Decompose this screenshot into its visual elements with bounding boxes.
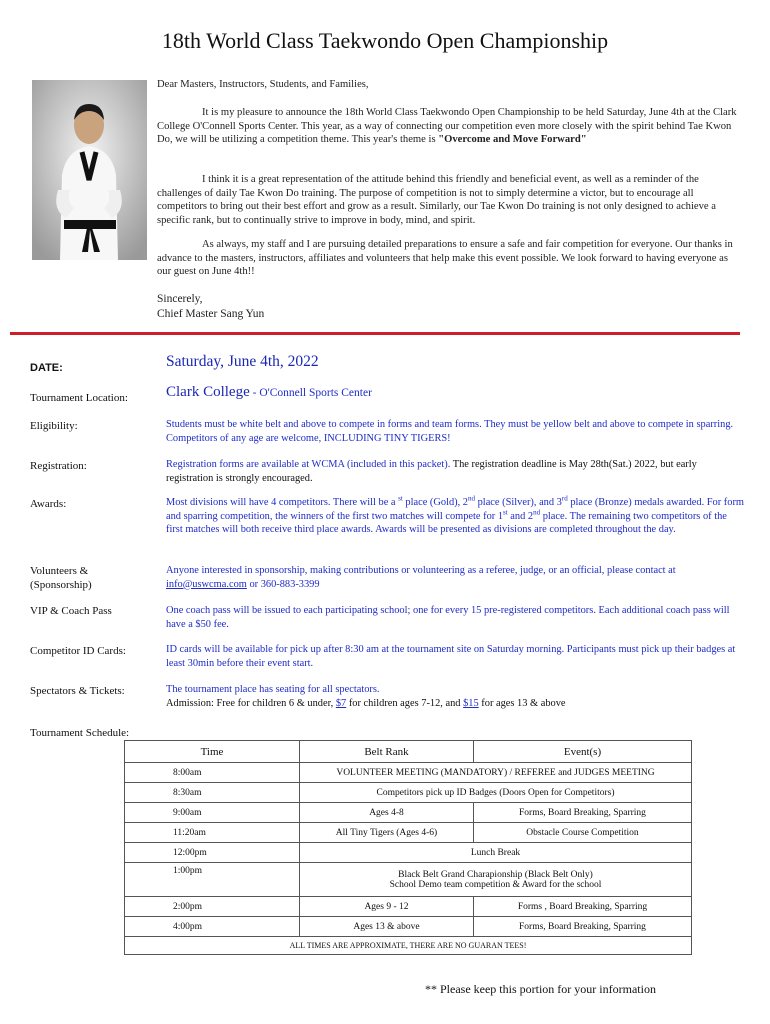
registration-value: Registration forms are available at WCMA (included in this packet). The registration deadline is May 28th(Sat.) 2022, but early registration is strongly encouraged. (166, 459, 697, 484)
schedule-event: Forms, Board Breaking, Sparring (473, 917, 691, 937)
letter-paragraph-3: As always, my staff and I are pursuing detailed preparations to ensure a safe and fair competition for everyone. Our thanks in advance to the masters, instructors, affiliates and volunteers that help make this event possible. We look forward to having everyone as our guest on June 4th!! (157, 239, 733, 277)
location-label: Tournament Location: (30, 392, 128, 404)
schedule-header-events: Event(s) (473, 741, 691, 763)
letter-closing: Sincerely, (157, 293, 203, 305)
table-row (125, 823, 692, 843)
schedule-event: Lunch Break (300, 843, 692, 863)
table-row (125, 897, 692, 917)
letter-signature: Chief Master Sang Yun (157, 308, 265, 320)
table-row (125, 783, 692, 803)
schedule-time: 12:00pm (125, 843, 300, 863)
schedule-event: Forms , Board Breaking, Sparring (473, 897, 691, 917)
schedule-time: 11:20am (125, 823, 300, 843)
schedule-event: Competitors pick up ID Badges (Doors Open for Competitors) (300, 783, 692, 803)
schedule-time: 8:00am (125, 763, 300, 783)
page-title: 18th World Class Taekwondo Open Championship (161, 28, 609, 53)
letter-greeting: Dear Masters, Instructors, Students, and Families, (157, 79, 369, 90)
date-label: DATE: (30, 362, 63, 374)
schedule-event: Black Belt Grand Charapionship (Black Belt Only) School Demo team competition & Award for the school (300, 863, 692, 897)
table-row (125, 803, 692, 823)
volunteers-label: Volunteers & (Sponsorship) (30, 565, 92, 591)
table-row (125, 863, 692, 897)
schedule-time: 1:00pm (125, 863, 300, 897)
id-cards-value: ID cards will be available for pick up after 8:30 am at the tournament site on Saturday morning. Participants must pick up their badges at least 30min before their event start. (166, 644, 736, 669)
schedule-label: Tournament Schedule: (30, 727, 130, 739)
location-value: Clark College - O'Connell Sports Center (166, 384, 372, 400)
section-divider (10, 332, 740, 335)
table-row (125, 763, 692, 783)
schedule-event: VOLUNTEER MEETING (MANDATORY) / REFEREE and JUDGES MEETING (300, 763, 692, 783)
eligibility-label: Eligibility: (30, 420, 78, 432)
table-row (125, 917, 692, 937)
letter-paragraph-1: It is my pleasure to announce the 18th World Class Taekwondo Open Championship to be held Saturday, June 4th at the Clark College O'Connell Sports Center. This year, as a way of connecting our competition even more closely with the spirit behind Tae Kwon Do, we will be utilizing a competition theme. This year's theme is "Overcome and Move Forward" (157, 107, 737, 145)
contact-email-link[interactable]: info@uswcma.com (166, 578, 247, 590)
schedule-time: 9:00am (125, 803, 300, 823)
schedule-header-time: Time (125, 741, 300, 763)
schedule-note-row (125, 937, 692, 955)
schedule-time: 8:30am (125, 783, 300, 803)
schedule-belt-rank: Ages 13 & above (300, 917, 474, 937)
schedule-table (124, 740, 692, 955)
footer-note: ** Please keep this portion for your information (425, 982, 656, 996)
schedule-header-belt-rank: Belt Rank (300, 741, 474, 763)
id-cards-label: Competitor ID Cards: (30, 645, 126, 657)
schedule-event: Forms, Board Breaking, Sparring (473, 803, 691, 823)
schedule-time: 4:00pm (125, 917, 300, 937)
eligibility-value: Students must be white belt and above to compete in forms and team forms. They must be yellow belt and above to compete in sparring. Competitors of any age are welcome, INCLUDING TINY TIGERS! (166, 419, 734, 444)
schedule-header-row (125, 741, 692, 763)
schedule-time: 2:00pm (125, 897, 300, 917)
schedule-belt-rank: Ages 4-8 (300, 803, 474, 823)
instructor-photo (32, 80, 147, 260)
competition-theme: "Overcome and Move Forward" (438, 134, 587, 145)
awards-value: Most divisions will have 4 competitors. There will be a $^{st}$ place (Gold), 2nd place (Silver), and 3rd place (Bronze) medals awarded. For form and sparring competition, the winners of the first two matches will compete for 1st and 2nd place. The remaining two competitors of the first matches will both receive third place awards. Awards will be presented as divisions are completed throughout the day. (166, 494, 744, 536)
date-value: Saturday, June 4th, 2022 (166, 353, 319, 370)
schedule-belt-rank: Ages 9 - 12 (300, 897, 474, 917)
vip-value: One coach pass will be issued to each participating school; one for every 15 pre-registered competitors. Each additional coach pass will have a $50 fee. (166, 605, 730, 630)
spectators-label: Spectators & Tickets: (30, 685, 125, 697)
registration-deadline: The registration deadline is May 28th(Sat.) 2022, but early registration is strongly encouraged. (166, 459, 697, 484)
spectators-value: The tournament place has seating for all spectators. Admission: Free for children 6 & under, $7 for children ages 7-12, and $15 for ages 13 & above (166, 684, 566, 709)
awards-label: Awards: (30, 498, 67, 510)
registration-label: Registration: (30, 460, 87, 472)
schedule-belt-rank: All Tiny Tigers (Ages 4-6) (300, 823, 474, 843)
schedule-event: Obstacle Course Competition (473, 823, 691, 843)
table-row (125, 843, 692, 863)
volunteers-value: Anyone interested in sponsorship, making contributions or volunteering as a referee, judge, or an official, please contact at info@uswcma.com or 360-883-3399 (166, 565, 676, 590)
vip-label: VIP & Coach Pass (30, 605, 112, 617)
schedule-note: ALL TIMES ARE APPROXIMATE, THERE ARE NO GUARAN TEES! (125, 937, 692, 955)
letter-paragraph-2: I think it is a great representation of the attitude behind this friendly and beneficial event, as well as a reminder of the challenges of daily Tae Kwon Do training. The purpose of competition is not to simply determine a victor, but to encourage all competitors to bring out their best effort and grow as a result. Similarly, our Tae Kwon Do training is not only designed to achieve a specific rank, but to continually strive to improve in body, mind, and spirit. (157, 174, 716, 226)
